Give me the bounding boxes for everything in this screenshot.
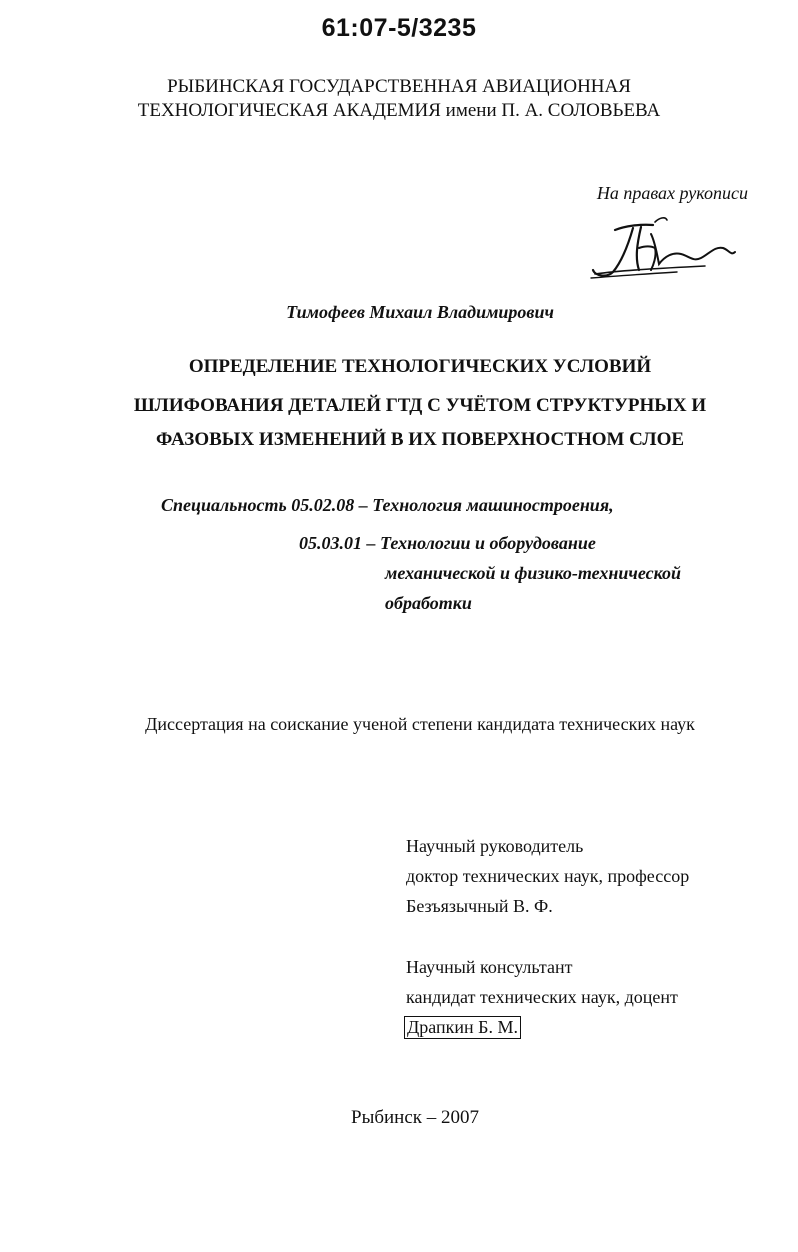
dissertation-note: Диссертация на соискание ученой степени кандидата технических наук — [145, 714, 695, 734]
catalog-code: 61:07-5/3235 — [321, 14, 477, 42]
author-name: Тимофеев Михаил Владимирович — [286, 302, 554, 322]
specialty-line-4: обработки — [385, 593, 472, 613]
manuscript-note: На правах рукописи — [596, 183, 748, 203]
supervisor-role: Научный руководитель — [406, 836, 584, 856]
city-year: Рыбинск – 2007 — [351, 1107, 479, 1128]
title-line-2: ШЛИФОВАНИЯ ДЕТАЛЕЙ ГТД С УЧЁТОМ СТРУКТУРНЫХ И — [133, 395, 707, 416]
consultant-role: Научный консультант — [406, 957, 573, 977]
specialty-line-1: Специальность 05.02.08 – Технология машиностроения, — [161, 495, 614, 515]
signature-image — [585, 212, 745, 282]
specialty-line-3: механической и физико-технической — [385, 563, 682, 583]
title-line-1: ОПРЕДЕЛЕНИЕ ТЕХНОЛОГИЧЕСКИХ УСЛОВИЙ — [188, 356, 652, 377]
institution-line-1: РЫБИНСКАЯ ГОСУДАРСТВЕННАЯ АВИАЦИОННАЯ — [167, 76, 631, 97]
institution-line-2: ТЕХНОЛОГИЧЕСКАЯ АКАДЕМИЯ имени П. А. СОЛОВЬЕВА — [137, 100, 661, 121]
specialty-line-2: 05.03.01 – Технологии и оборудование — [299, 533, 596, 553]
consultant-name: Драпкин Б. М. — [404, 1016, 521, 1039]
consultant-degree: кандидат технических наук, доцент — [406, 987, 678, 1007]
title-line-3: ФАЗОВЫХ ИЗМЕНЕНИЙ В ИХ ПОВЕРХНОСТНОМ СЛОЕ — [155, 429, 685, 450]
supervisor-name: Безъязычный В. Ф. — [406, 896, 553, 916]
supervisor-degree: доктор технических наук, профессор — [406, 866, 690, 886]
